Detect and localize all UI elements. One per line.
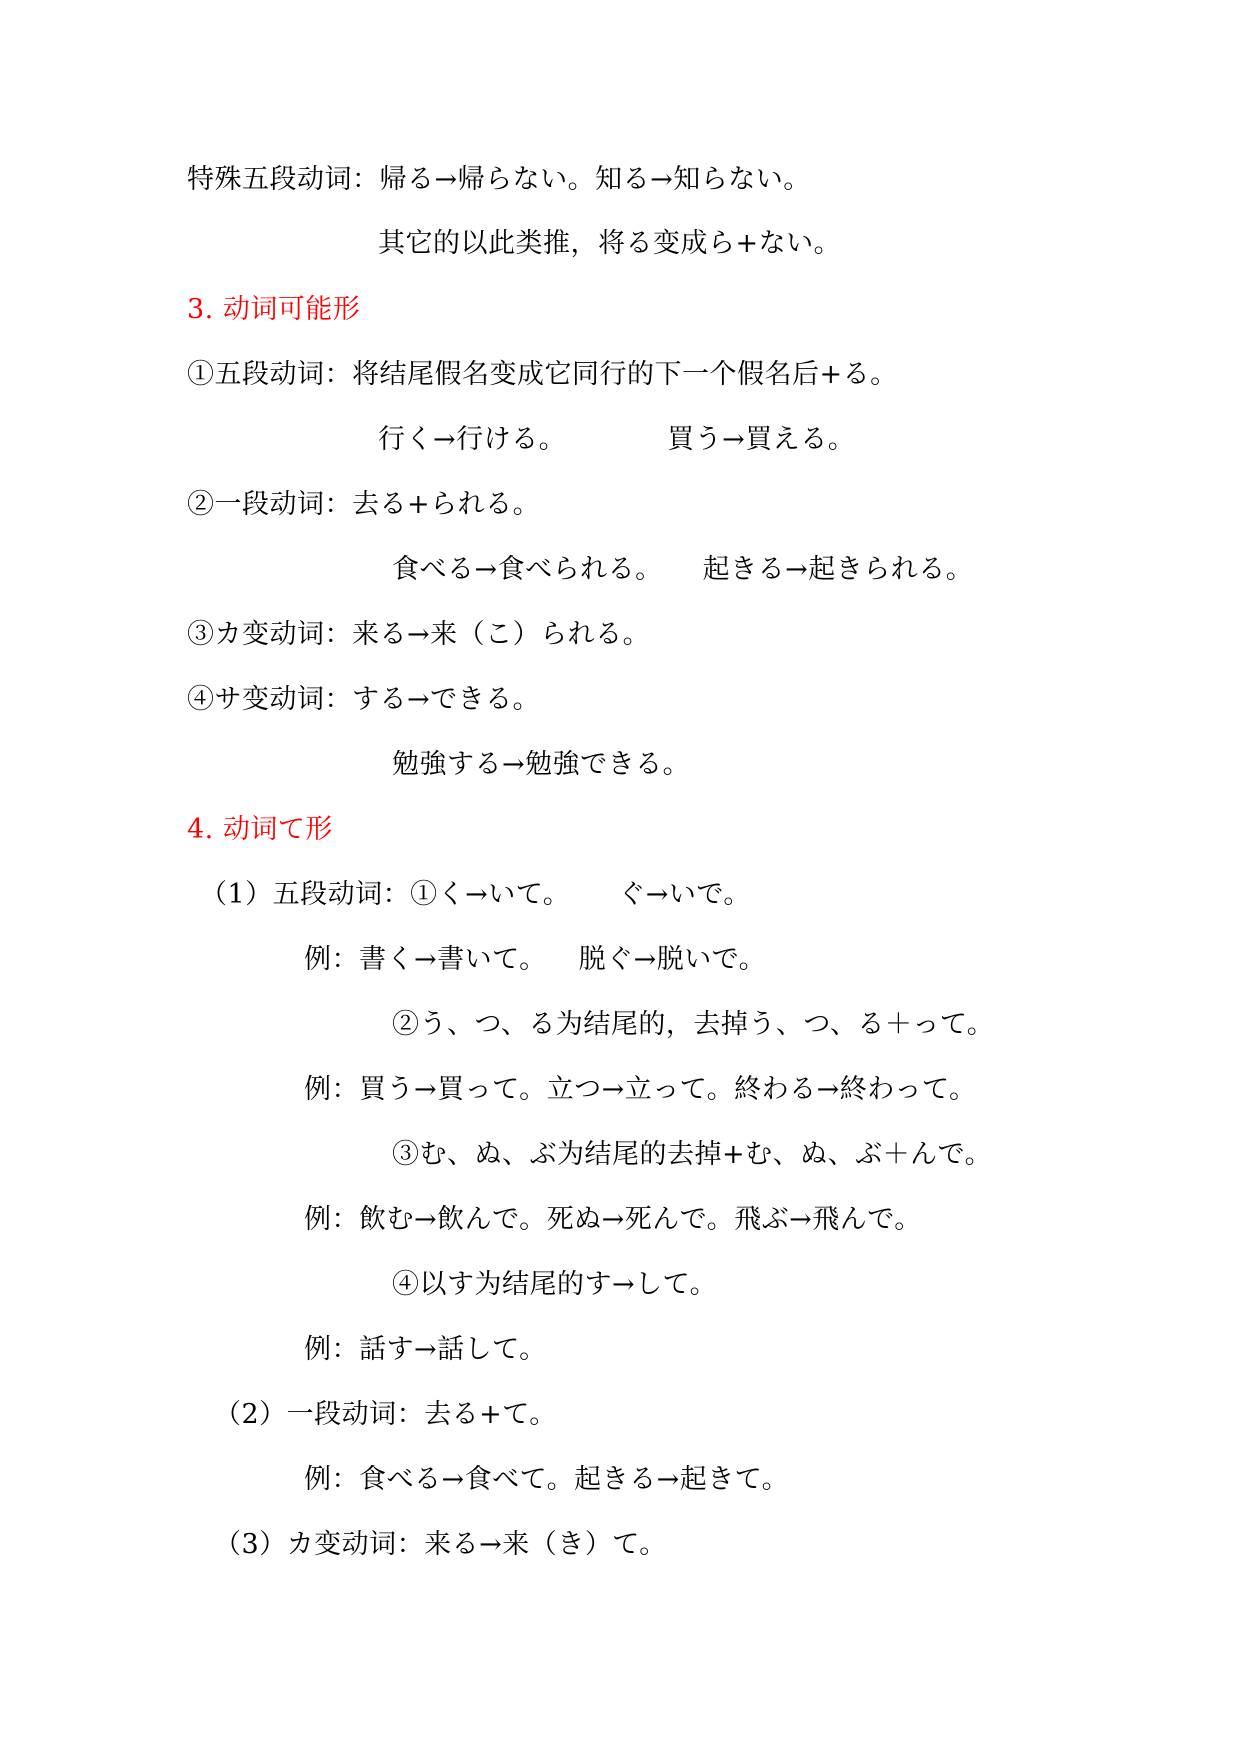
example-nugu: 脱ぐ→脱いで。	[578, 944, 767, 975]
text-line-sahen-potential: ④サ变动词：する→できる。	[187, 684, 541, 715]
text-line-godan-te-rule-1	[200, 877, 751, 913]
example-line-taberu-okiru: 例：食べる→食べて。起きる→起きて。	[304, 1464, 790, 1495]
text-line-special-godan: 特殊五段动词：帰る→帰らない。知る→知らない。	[187, 164, 811, 195]
example-line-godan-potential	[378, 422, 855, 458]
example-taberu: 食べる→食べられる。	[392, 554, 663, 585]
example-line-benkyou: 勉強する→勉強できる。	[392, 749, 691, 780]
example-iku: 行く→行ける。	[378, 424, 567, 455]
example-line-hanasu: 例：話す→話して。	[304, 1334, 547, 1365]
text-line-kahen-te-rule: （3）カ变动词：来る→来（き）て。	[214, 1529, 667, 1560]
text-line-godan-te-rule-2: ②う、つ、る为结尾的，去掉う、つ、る＋って。	[392, 1009, 995, 1040]
text-line-godan-te-rule-4: ④以す为结尾的す→して。	[392, 1269, 718, 1300]
rule-gu: ぐ→いで。	[618, 879, 751, 910]
example-line-nomu-shinu-tobu: 例：飲む→飲んで。死ぬ→死んで。飛ぶ→飛んで。	[304, 1204, 922, 1235]
text-line-ichidan-potential-rule: ②一段动词：去る+られる。	[187, 489, 541, 520]
section-heading-potential-form: 3. 动词可能形	[187, 294, 361, 325]
example-line-kaku-nugu	[304, 942, 766, 978]
example-okiru: 起きる→起きられる。	[702, 554, 974, 585]
example-line-ichidan-potential	[392, 552, 973, 588]
example-line-kau-tatsu-owaru: 例：買う→買って。立つ→立って。終わる→終わって。	[304, 1074, 977, 1105]
text-line-kahen-potential: ③カ变动词：来る→来（こ）られる。	[187, 619, 651, 650]
text-line-ichidan-te-rule: （2）一段动词：去る+て。	[214, 1399, 557, 1430]
text-line-godan-te-rule-3: ③む、ぬ、ぶ为结尾的去掉+む、ぬ、ぶ＋んで。	[392, 1139, 993, 1170]
example-kau: 買う→買える。	[667, 424, 856, 455]
text-line-godan-potential-rule: ①五段动词：将结尾假名变成它同行的下一个假名后+る。	[187, 359, 898, 390]
rule-ku: （1）五段动词：①く→いて。	[200, 879, 571, 910]
section-heading-te-form: 4. 动词て形	[187, 814, 333, 845]
example-kaku: 例：書く→書いて。	[304, 944, 547, 975]
text-line-analogy: 其它的以此类推，将る变成ら+ない。	[378, 228, 842, 259]
